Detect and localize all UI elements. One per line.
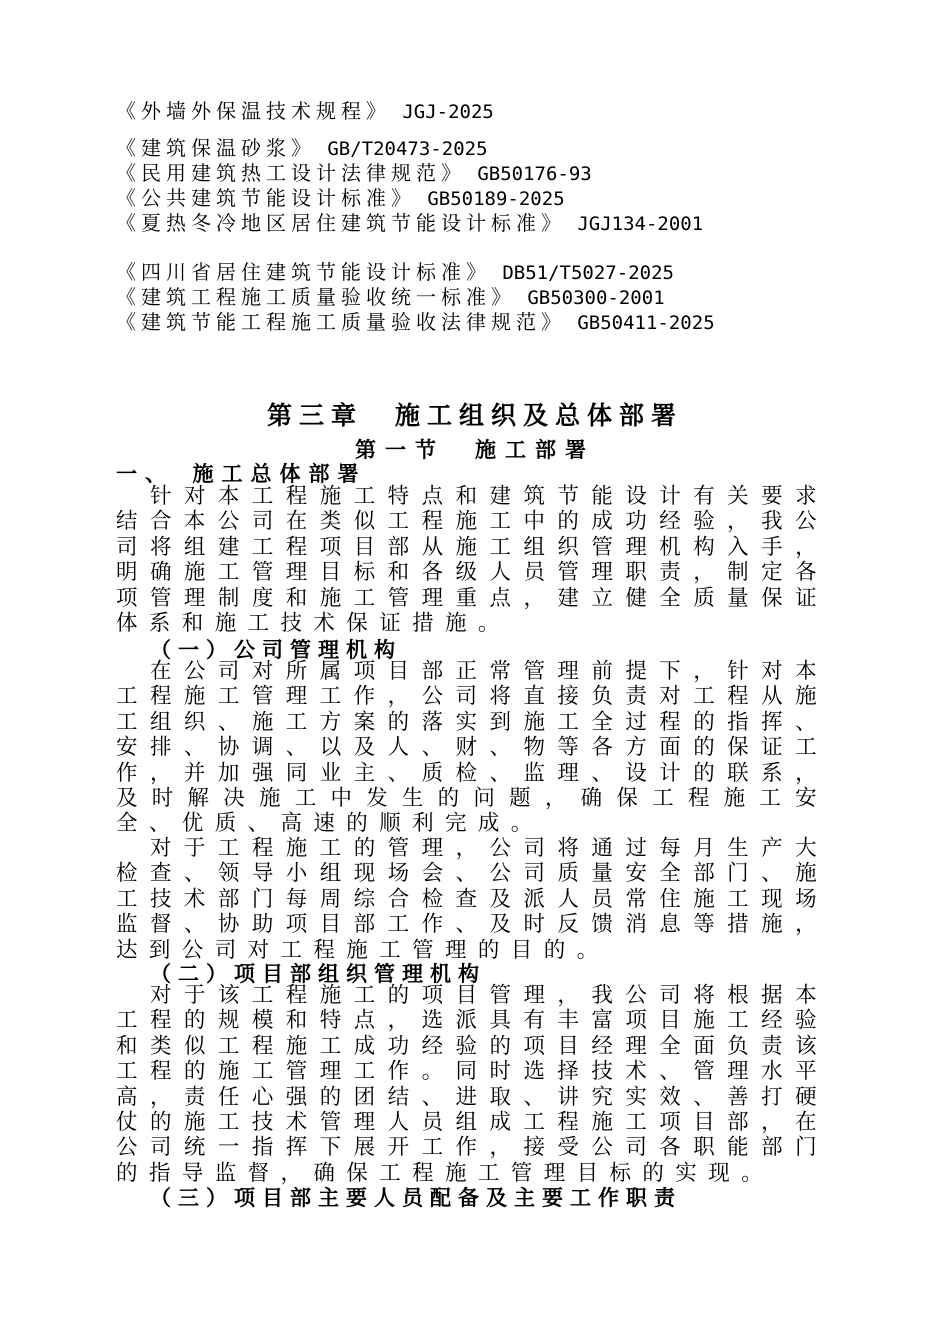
subsection-title-project: （二）项目部组织管理机构 [150, 962, 486, 986]
reference-line: 《公共建筑节能设计标准》 GB50189-2025 [116, 186, 565, 210]
intro-paragraph: 针对本工程施工特点和建筑节能设计有关要求结合本公司在类似工程施工中的成功经验，我公司将组建工程项目部从施工组织管理机构入手，明确施工管理目标和各级人员管理职责，制定各项管理制度和施工管理重点，建立健全质量保证体系和施工技术保证措施。 [116, 484, 828, 637]
paragraph: 在公司对所属项目部正常管理前提下，针对本工程施工管理工作，公司将直接负责对工程从施工组织、施工方案的落实到施工全过程的指挥、安排、协调、以及人、财、物等各方面的保证工作，并加强同业主、质检、监理、设计的联系，及时解决施工中发生的问题，确保工程施工安全、优质、高速的顺利完成。 [116, 659, 828, 837]
paragraph: 对于该工程施工的项目管理，我公司将根据本工程的规模和特点，选派具有丰富项目施工经验和类似工程施工成功经验的项目经理全面负责该工程的施工管理工作。同时选择技术、管理水平高，责任心强的团结、进取、讲究实效、善打硬仗的施工技术管理人员组成工程施工项目部，在公司统一指挥下展开工作，接受公司各职能部门的指导监督，确保工程施工管理目标的实现。 [116, 983, 828, 1186]
reference-line: 《民用建筑热工设计法律规范》 GB50176-93 [116, 161, 592, 185]
reference-line: 《夏热冬冷地区居住建筑节能设计标准》 JGJ134-2001 [116, 211, 704, 235]
reference-line: 《外墙外保温技术规程》 JGJ-2025 [116, 99, 494, 123]
reference-line: 《建筑保温砂浆》 GB/T20473-2025 [116, 136, 488, 160]
heading-overall-deployment: 一、 施工总体部署 [116, 462, 367, 486]
reference-line: 《建筑节能工程施工质量验收法律规范》 GB50411-2025 [116, 310, 715, 334]
section-title: 第一节 施工部署 [355, 438, 595, 462]
chapter-title: 第三章 施工组织及总体部署 [266, 401, 683, 430]
reference-line: 《建筑工程施工质量验收统一标准》 GB50300-2001 [116, 285, 665, 309]
subsection-title-staffing: （三）项目部主要人员配备及主要工作职责 [150, 1186, 682, 1210]
paragraph: 对于工程施工的管理，公司将通过每月生产大检查、领导小组现场会、公司质量安全部门、施工技术部门每周综合检查及派人员常住施工现场监督、协助项目部工作、及时反馈消息等措施，达到公司对工程施工管理的目的。 [116, 836, 828, 963]
subsection-title-company: （一）公司管理机构 [150, 638, 402, 662]
reference-line: 《四川省居住建筑节能设计标准》 DB51/T5027-2025 [116, 260, 674, 284]
